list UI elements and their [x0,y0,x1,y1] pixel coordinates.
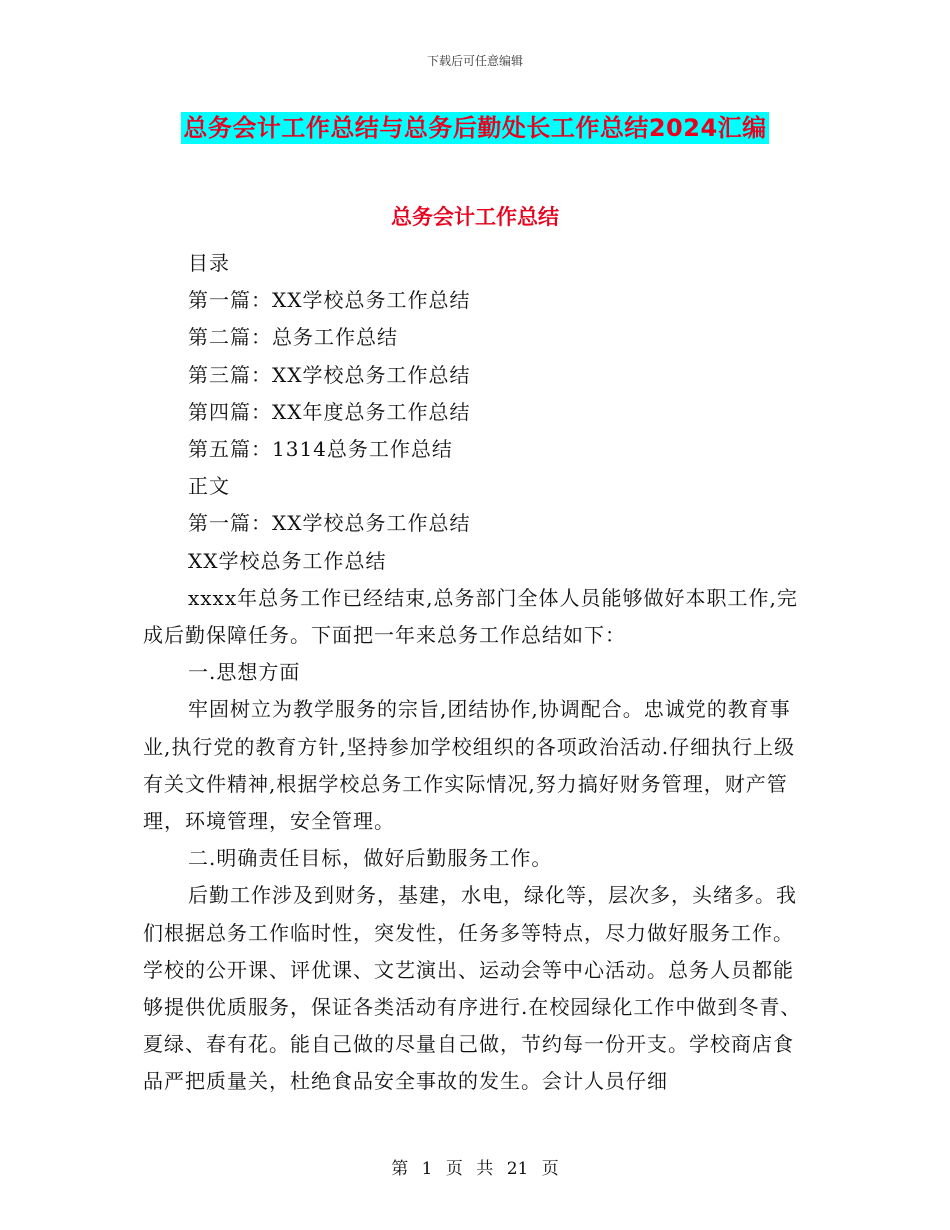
document-title [0,112,950,144]
toc-item: 第五篇：1314总务工作总结 [188,437,453,462]
toc-item: 第四篇：XX年度总务工作总结 [188,399,471,424]
section-title: 总务会计工作总结 [391,205,559,229]
page-header: 下载后可任意编辑 [426,54,523,68]
part-title: 第一篇：XX学校总务工作总结 [188,511,471,536]
document-body [143,245,808,1101]
document-title-text: 总务会计工作总结与总务后勤处长工作总结2024汇编 [183,114,767,142]
heading-1: 一.思想方面 [188,660,301,685]
heading-2: 二.明确责任目标，做好后勤服务工作。 [188,846,553,871]
intro-paragraph: xxxx年总务工作已经结束,总务部门全体人员能够做好本职工作,完成后勤保障任务。下面把一年来总务工作总结如下： [143,585,798,648]
toc-item: 第三篇：XX学校总务工作总结 [188,362,471,387]
doc-title: XX学校总务工作总结 [188,548,387,573]
toc-item: 第二篇：总务工作总结 [188,325,398,350]
paragraph-1: 牢固树立为教学服务的宗旨,团结协作,协调配合。忠诚党的教育事业,执行党的教育方针,坚持参加学校组织的各项政治活动.仔细执行上级有关文件精神,根据学校总务工作实际情况,努力搞好财务管理，财产管理，环境管理，安全管理。 [143,697,796,834]
toc-item: 第一篇：XX学校总务工作总结 [188,288,471,313]
body-heading-zhengwen: 正文 [188,474,230,499]
paragraph-2: 后勤工作涉及到财务，基建，水电，绿化等，层次多，头绪多。我们根据总务工作临时性，突发性，任务多等特点，尽力做好服务工作。学校的公开课、评优课、文艺演出、运动会等中心活动。总务人员都能够提供优质服务，保证各类活动有序进行.在校园绿化工作中做到冬青、夏绿、春有花。能自己做的尽量自己做，节约每一份开支。学校商店食品严把质量关，杜绝食品安全事故的发生。会计人员仔细 [143,883,802,1094]
toc-heading: 目录 [188,251,230,275]
page-footer: 第 1 页 共 21 页 [391,1159,559,1179]
